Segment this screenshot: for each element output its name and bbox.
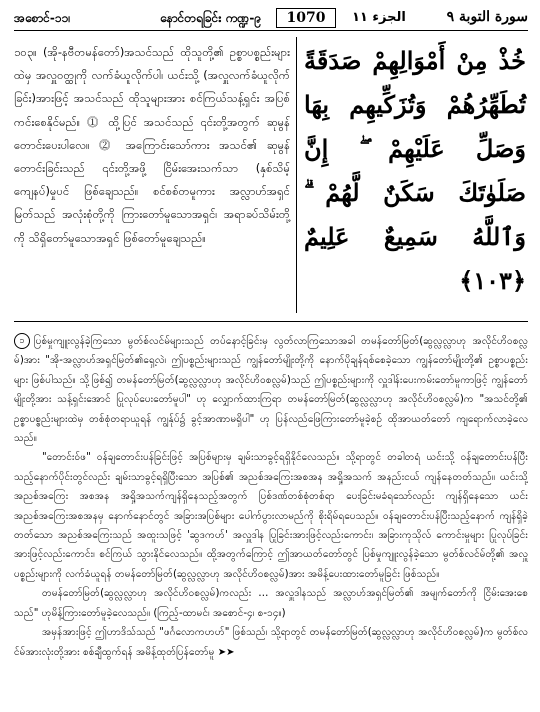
arabic-verse: خُذْ مِنْ أَمْوَالِهِمْ صَدَقَةً تُطَهِّرُهُمْ وَتُزَكِّيهِم بِهَا وَصَلِّ عَلَيْهِمْ ۖ إِنَّ صَلَوٰتَكَ سَكَنٌ لَّهُمْ ۗ وَٱللَّهُ سَمِيعٌ عَلِيمٌ ﴿١٠٣﴾ [304,46,526,295]
column-divider [296,37,297,313]
juz-label-arabic: الجزء ١١ [352,10,406,25]
footnote-paragraph [14,332,528,448]
surah-label-burmese: နောင်တရခြင်း ကဏ္ဍ-၉ [160,11,262,25]
footnote-marker: ၁ [14,333,30,349]
footnote-paragraph: "တောင်းဝ်ဖ" ဝန်ချတောင်းပန်ခြင်းဖြင့် အပြစ်များမှ ချမ်းသာခွင့်ရရှိနိုင်လေသည်။ သို့ရာတွင် တခါတရံ ယင်းသို့ ဝန်ချတောင်းပန်ပြီးသည့်နောက်ပိုင်းတွင်လည်း ချမ်းသာခွင့်ရရှိပြီးသော အပြစ်၏ အညစ်အကြေးအစအန အရှိ့အသက် အနည်းငယ် ကျန်နေတတ်သည်။ ယင်းသို့ အညစ်အကြေး အစအန အရှိ့အသက်ကျန်ရှိနေသည့်အတွက် ပြစ်ဒဏ်တစ်စုံတစ်ရာ ပေးခြင်းမခံရသော်လည်း ကျန်ရှိနေသော ယင်းအညစ်အကြေးအစအနမှ နောက်နောင်တွင် အခြားအပြစ်များ ပေါက်ပွားလာမည်ကို စိုးရိမ်ရပေသည်။ ဝန်ချတောင်းပန်ပြီးသည့်နောက် ကျန်ရှိခဲ့တတ်သော အညစ်အကြေးသည် အထူးသဖြင့် 'ဆွဒကဟ်' အလှူဒါန ပြုခြင်းအားဖြင့်လည်းကောင်း၊ အခြားကုသိုလ် ကောင်းမှုများ ပြုလုပ်ခြင်းအားဖြင့်လည်းကောင်း၊ စင်ကြယ် သွားနိုင်လေသည်။ ထို့အတွက်ကြောင့် ဤအာယတ်တော်တွင် ပြစ်မှုကျူးလွန်ခဲ့သော မွတ်စ်လင်မ်တို့၏ အလှူပစ္စည်းများကို လက်ခံယူရန် တမန်တော်မြတ်(ဆွလ္လလ္လာဟု အလိုင်ဟိဝစလ္လမ်)အား အမိန့်ပေးထားတော်မူခြင်း ဖြစ်သည်။ [14,452,528,580]
surah-label-arabic: سورة التوبة ٩ [446,9,528,25]
footnotes [14,322,528,662]
footnote-paragraph [14,623,528,662]
footnote-text: ပြစ်မှုကျူးလွန်ခဲ့ကြသော မွတ်စ်လင်မ်များသည် တပ်နောင့်ခြင်းမှ လွတ်လာကြသောအခါ တမန်တော်မြတ်(ဆွလ္လလ္လာဟု အလိုင်ဟိဝစလ္လမ်)အား "အို-အလ္လာဟ်အရှင်မြတ်၏ရှေ့လဲ၊ ဤပစ္စည်းများသည် ကျွန်တော်မျိုးတို့ကို နောက်ပိုချန်ရစ်စေခဲ့သော ကျွန်တော်မျိုးတို့၏ ဥစ္စာပစ္စည်းများ ဖြစ်ပါသည်။ သို့ဖြစ်၍ တမန်တော်မြတ်(ဆွလ္လလ္လာဟု အလိုင်ဟိဝစလ္လမ်)သည် ဤပစ္စည်းများကို လှူဒါန်းပေးကမ်းတော်မူကာဖြင့် ကျွန်တော်မျိုးတို့အား သန့်ရှင်းအောင် ပြုလုပ်ပေးတော်မူပါ" ဟု လျှောက်ထားကြရာ တမန်တော်မြတ်(ဆွလ္လလ္လာဟု အလိုင်ဟိဝစလ္လမ်)က "အသင်တို့၏ ဥစ္စာပစ္စည်းများထဲမှ တစ်စုံတရာယူရန် ကျွန်ုပ်၌ ခွင့်အာဏာမရှိပါ" ဟု ပြန်လည်ဖြေကြားတော်မူခဲ့စဉ် ထိုအာယတ်တော် ကျရောက်လာခဲ့လေသည်။ [14,336,528,445]
footnote-paragraph: တမန်တော်မြတ်(ဆွလ္လလ္လာဟု အလိုင်ဟိဝစလ္လမ်)ကလည်း … အလှူဒါနသည် အလ္လာဟ်အရှင်မြတ်၏ အမျက်တော်ကို ငြိမ်းအေးစေသည်" ဟုမိန့်ကြားတော်မူခဲ့လေသည်။ (ကြည့်-ထာမင်၊ အစောင်-၄၊ စ-၁၄။) [14,588,528,619]
continue-arrow-icon: ➤➤ [217,646,235,658]
page-number: 1070 [276,8,336,28]
verse-section [14,31,528,322]
page-header [14,8,528,31]
footnote-text: အမှန်အားဖြင့် ဤဟာဒိသ်သည် "ဖင်္ဂလောကဟဟ်" ဖြစ်သည်၊ သို့ရာတွင် တမန်တော်မြတ်(ဆွလ္လလ္လာဟု အလိုင်ဟိဝစလ္လမ်)က မွတ်စ်လင်မ်အားလုံးတို့အား စစ်ချီထွက်ရန် အမိန့်ထုတ်ပြန်တော်မူ [14,627,528,658]
translation-paragraph: ၁၀၃။ (အို-နဗီတမန်တော်)အသင်သည် ထိုသူတို့၏ ဥစ္စာပစ္စည်းများထဲမှ အလှူဝတ္ထုကို လက်ခံယူလိုက်ပါ၊ ယင်းသို့ (အလှူလက်ခံယူလိုက်ခြင်း)အားဖြင့် အသင်သည် ထိုသူများအား စင်ကြယ်သန့်ရှင်း အပြစ်ကင်းစေနိုင်မည်။ ⓵ ထို့ပြင် အသင်သည် ၎င်းတို့အတွက် ဆုမွန်တောင်းပေးပါလေ။ ⓶ အကြောင်းသော်ကား အသင်၏ ဆုမွန်တောင်းခြင်းသည် ၎င်းတို့အဖို့ ငြိမ်းအေးသက်သာ (နှစ်သိမ့် ကျေနပ်)မှုပင် ဖြစ်ချေသည်။ စင်စစ်တမူကား အလ္လာဟ်အရှင်မြတ်သည် အလုံးစုံတို့ကို ကြားတော်မူသောအရှင်၊ အရာခပ်သိမ်းတို့ကို သိရှိတော်မူသောအရှင် ဖြစ်တော်မူချေသည်။ [14,45,290,245]
verse-translation [14,41,290,250]
volume-label: အစောင်-၁၁၊ [14,11,71,25]
